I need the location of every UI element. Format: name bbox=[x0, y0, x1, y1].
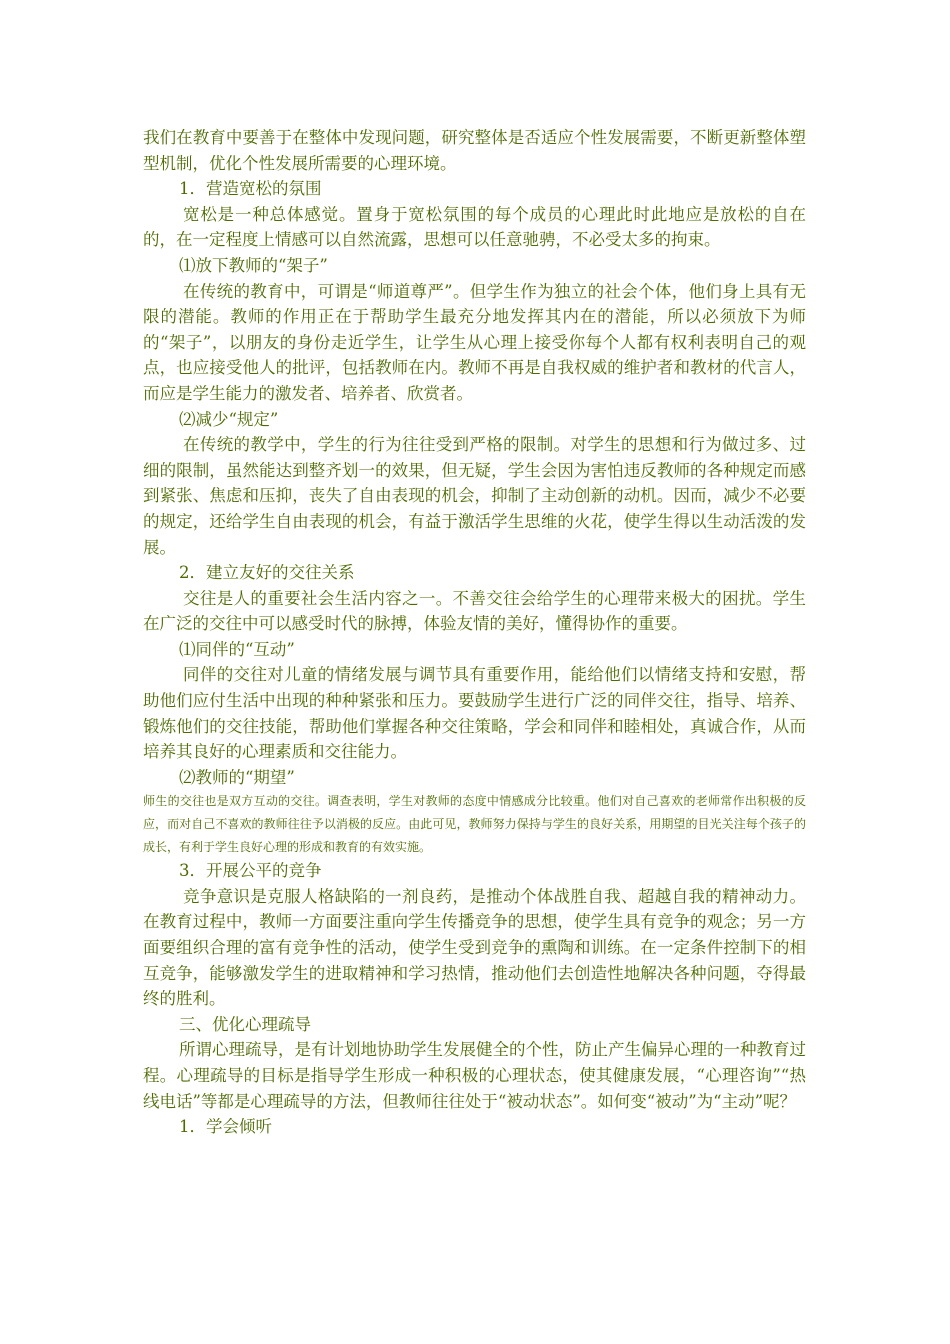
paragraph-fair-competition: 竞争意识是克服人格缺陷的一剂良药，是推动个体战胜自我、超越自我的精神动力。在教育过程中，教师一方面要注重向学生传播竞争的思想，使学生具有竞争的观念；另一方面要组织合理的富有竞争性的活动，使学生受到竞争的熏陶和训练。在一定条件控制下的相互竞争，能够激发学生的进取精神和学习热情，推动他们去创造性地解决各种问题，夺得最终的胜利。 bbox=[143, 886, 806, 1009]
heading-learn-listen: 1．学会倾听 bbox=[179, 1117, 272, 1137]
heading-peer-interaction: ⑴同伴的“互动” bbox=[179, 639, 295, 659]
heading-teacher-expectation: ⑵教师的“期望” bbox=[179, 767, 295, 787]
paragraph-reduce-rules: 在传统的教学中，学生的行为往往受到严格的限制。对学生的思想和行为做过多、过细的限制，虽然能达到整齐划一的效果，但无疑，学生会因为害怕违反教师的各种规定而感到紧张、焦虑和压抑，丧失了自由表现的机会，抑制了主动创新的动机。因而，减少不必要的规定，还给学生自由表现的机会，有益于激活学生思维的火花，使学生得以生动活泼的发展。 bbox=[143, 435, 806, 557]
heading-teacher-pose: ⑴放下教师的“架子” bbox=[179, 255, 328, 275]
paragraph-intro: 我们在教育中要善于在整体中发现问题，研究整体是否适应个性发展需要，不断更新整体塑型机制，优化个性发展所需要的心理环境。 bbox=[143, 128, 806, 173]
paragraph-friendly-relations: 交往是人的重要社会生活内容之一。不善交往会给学生的心理带来极大的困扰。学生在广泛的交往中可以感受时代的脉搏，体验友情的美好，懂得协作的重要。 bbox=[143, 588, 806, 634]
heading-fair-competition: 3．开展公平的竞争 bbox=[179, 861, 322, 881]
heading-reduce-rules: ⑵减少“规定” bbox=[179, 409, 279, 429]
heading-friendly-relations: 2．建立友好的交往关系 bbox=[179, 563, 355, 583]
paragraph-teacher-expectation: 师生的交往也是双方互动的交往。调查表明，学生对教师的态度中情感成分比较重。他们对自己喜欢的老师常作出积极的反应，而对自己不喜欢的教师往往予以消极的反应。由此可见，教师努力保持与学生的良好关系，用期望的目光关注每个孩子的成长，有利于学生良好心理的形成和教育的有效实施。 bbox=[143, 794, 806, 854]
paragraph-psych-guidance: 所谓心理疏导，是有计划地协助学生发展健全的个性，防止产生偏异心理的一种教育过程。心理疏导的目标是指导学生形成一种积极的心理状态，使其健康发展，“心理咨询”“热线电话”等都是心理疏导的方法，但教师往往处于“被动状态”。如何变“被动”为“主动”呢？ bbox=[143, 1040, 806, 1111]
paragraph-relaxed: 宽松是一种总体感觉。置身于宽松氛围的每个成员的心理此时此地应是放松的自在的，在一定程度上情感可以自然流露，思想可以任意驰骋，不必受太多的拘束。 bbox=[143, 204, 806, 250]
heading-psych-guidance: 三、优化心理疏导 bbox=[179, 1014, 311, 1034]
heading-relaxed-atmosphere: 1．营造宽松的氛围 bbox=[179, 179, 322, 199]
paragraph-peer-interaction: 同伴的交往对儿童的情绪发展与调节具有重要作用，能给他们以情绪支持和安慰，帮助他们应付生活中出现的种种紧张和压力。要鼓励学生进行广泛的同伴交往，指导、培养、锻炼他们的交往技能，帮助他们掌握各种交往策略，学会和同伴和睦相处，真诚合作，从而培养其良好的心理素质和交往能力。 bbox=[143, 665, 806, 762]
document-body bbox=[143, 125, 806, 1140]
paragraph-teacher-pose: 在传统的教育中，可谓是“师道尊严”。但学生作为独立的社会个体，他们身上具有无限的潜能。教师的作用正在于帮助学生最充分地发挥其内在的潜能，所以必须放下为师的“架子”，以朋友的身份走近学生，让学生从心理上接受你每个人都有权利表明自己的观点，也应接受他人的批评，包括教师在内。教师不再是自我权威的维护者和教材的代言人，而应是学生能力的激发者、培养者、欣赏者。 bbox=[143, 281, 806, 403]
